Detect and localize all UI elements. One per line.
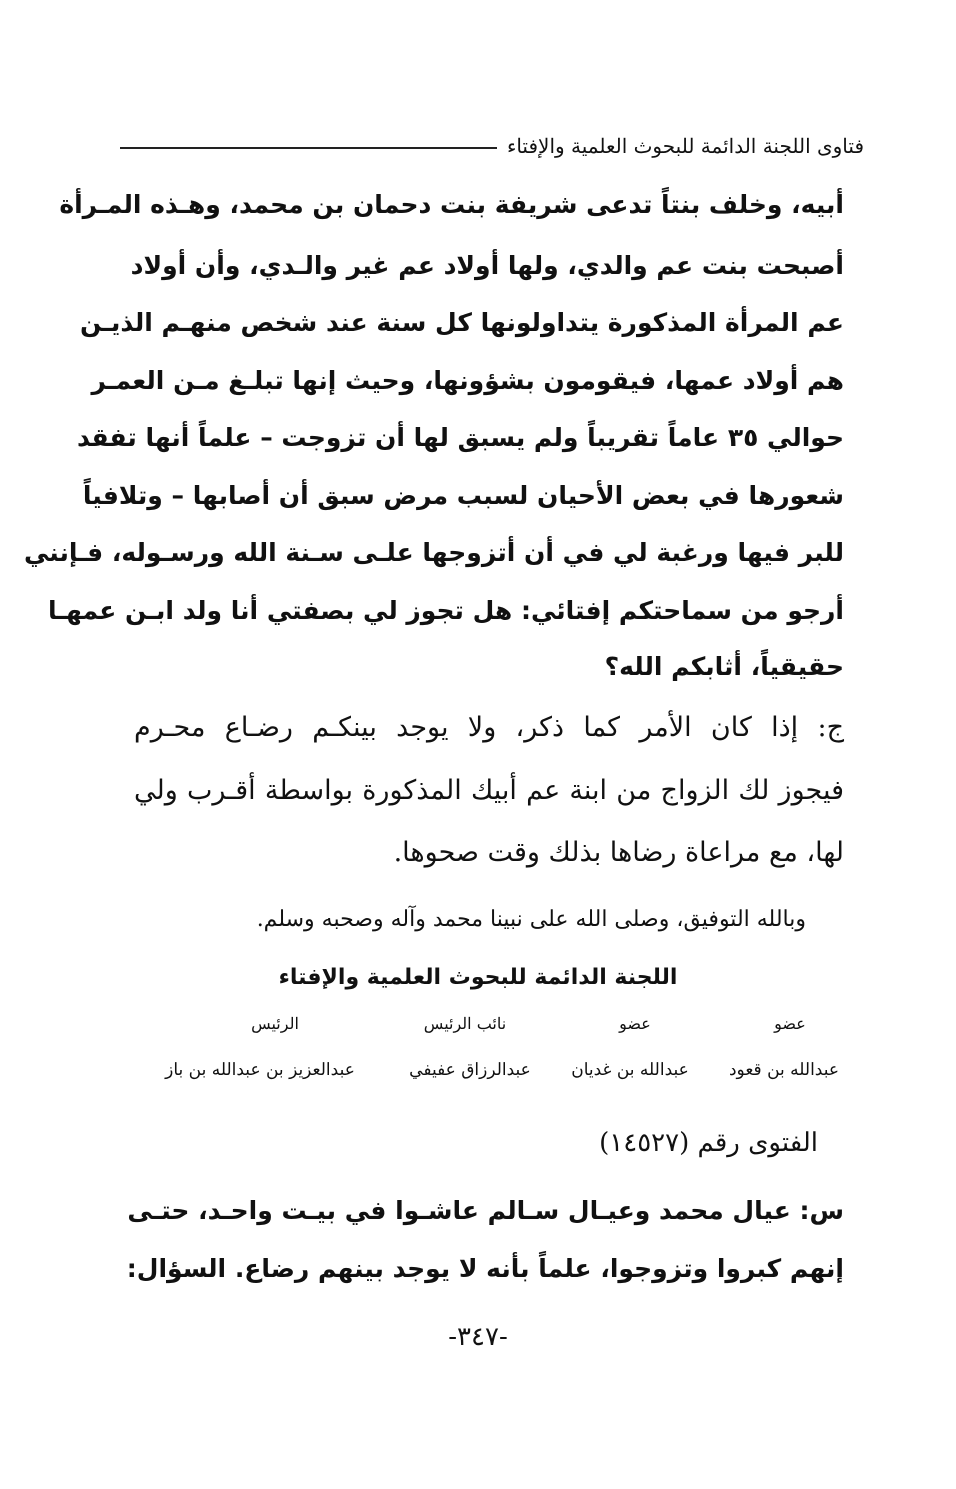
question-line: للبر فيها ورغبة لي في أن أتزوجها علـى سـنة الله ورسـوله، فـإنني (23, 538, 844, 567)
question-line: عم المرأة المذكورة يتداولونها كل سنة عند شخص منهـم الذيـن (79, 308, 844, 337)
answer-line: ج: إذا كان الأمر كما ذكر، ولا يوجد بينكـم رضـاع محـرم (134, 712, 844, 743)
answer-line: لها، مع مراعاة رضاها بذلك وقت صحوها. (393, 837, 844, 868)
page-number: -٣٤٧- (448, 1322, 508, 1352)
closing-line: وبالله التوفيق، وصلى الله على نبينا محمد وآله وصحبه وسلم. (256, 907, 806, 932)
signatory-name: عبدالله بن غديان (571, 1060, 689, 1080)
signatory-role: عضو (774, 1014, 806, 1033)
question-line: أبيه، وخلف بنتاً تدعى شريفة بنت دحمان بن محمد، وهـذه المـرأة (59, 190, 844, 219)
question-line: أصبحت بنت عم والدي، ولها أولاد عم غير والـدي، وأن أولاد (130, 251, 844, 280)
question-line: حوالي ٣٥ عاماً تقريباً ولم يسبق لها أن تزوجت – علماً أنها تفقد (76, 423, 844, 452)
running-header (120, 126, 864, 166)
signatory-role: نائب الرئيس (423, 1014, 507, 1033)
signatory-name: عبدالعزيز بن عبدالله بن باز (165, 1060, 355, 1080)
header-title: فتاوى اللجنة الدائمة للبحوث العلمية والإفتاء (506, 134, 864, 158)
answer-line: فيجوز لك الزواج من ابنة عم أبيك المذكورة بواسطة أقـرب ولي (134, 775, 844, 806)
question-line: شعورها في بعض الأحيان لسبب مرض سبق أن أصابها – وتلافياً (82, 481, 844, 510)
signatory-role: الرئيس (251, 1014, 299, 1033)
signatory-name: عبدالرزاق عفيفي (409, 1060, 531, 1080)
question-line: هم أولاد عمها، فيقومون بشؤونها، وحيث إنها تبلـغ مـن العمـر (91, 366, 844, 395)
question-line: حقيقياً، أثابكم الله؟ (604, 652, 844, 681)
signatory-name: عبدالله بن قعود (728, 1060, 839, 1080)
next-question-line: إنهم كبروا وتزوجوا، علماً بأنه لا يوجد بينهم رضاع. السؤال: (126, 1254, 844, 1283)
signatory-role: عضو (619, 1014, 651, 1033)
question-line: أرجو من سماحتكم إفتائي: هل تجوز لي بصفتي أنا ولد ابـن عمهـا (48, 596, 844, 625)
header-rule (120, 147, 497, 149)
next-question-line: س: عيال محمد وعيـال سـالم عاشـوا في بيـت واحـد، حتـى (127, 1196, 844, 1225)
fatwa-number: الفتوى رقم (١٤٥٢٧) (599, 1128, 818, 1158)
committee-title: اللجنة الدائمة للبحوث العلمية والإفتاء (278, 965, 678, 990)
